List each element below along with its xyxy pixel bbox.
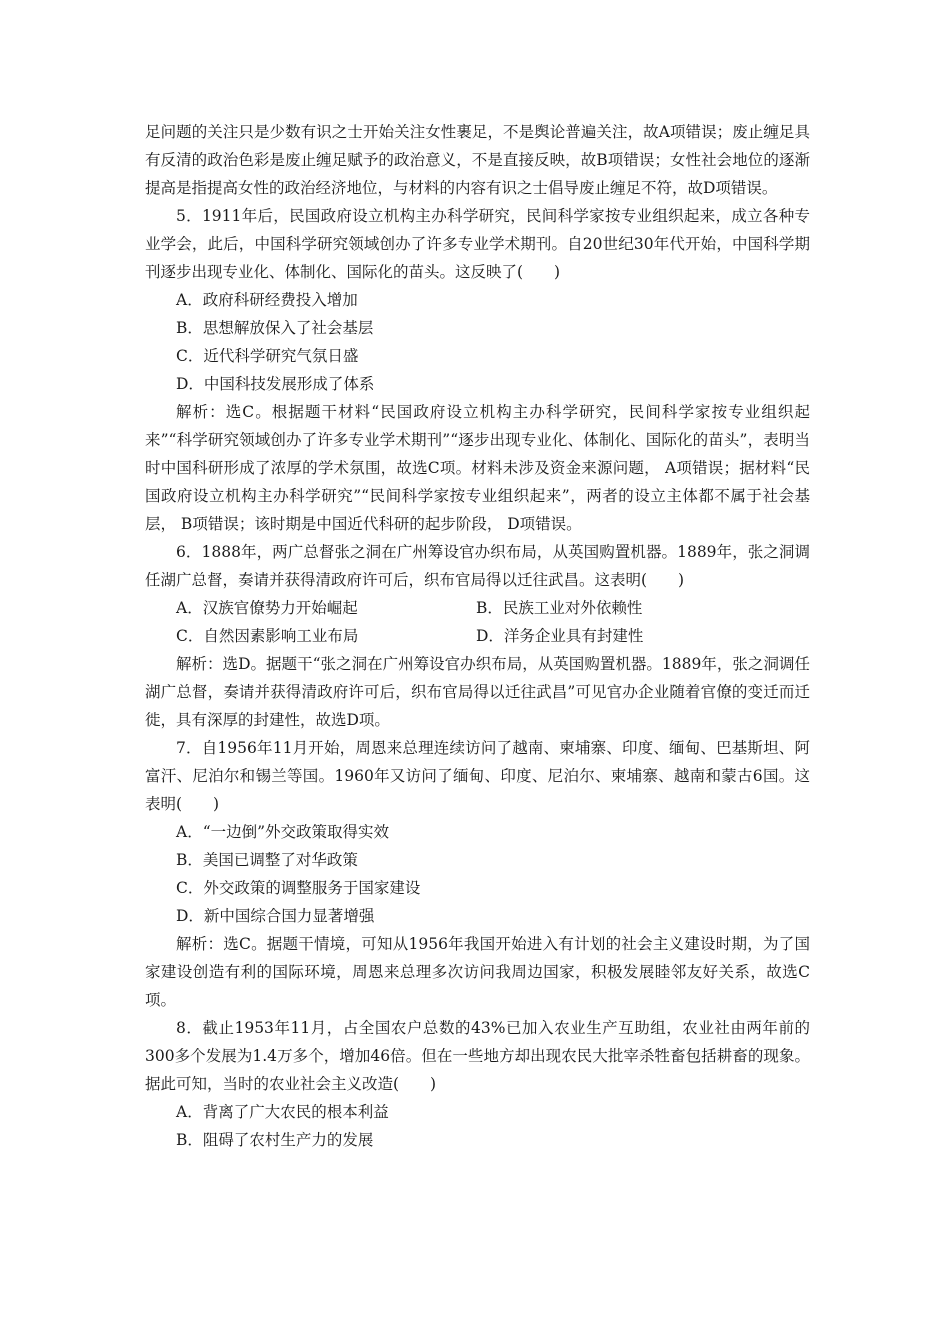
- question-6-options-row-2: [145, 622, 810, 650]
- question-6: [145, 538, 810, 734]
- question-6-option-d: D．洋务企业具有封建性: [476, 627, 644, 645]
- question-7-option-c: C．外交政策的调整服务于国家建设: [176, 879, 421, 897]
- question-7: [145, 734, 810, 1014]
- question-8-option-b: B．阻碍了农村生产力的发展: [176, 1131, 374, 1149]
- question-5-option-c: C．近代科学研究气氛日盛: [176, 347, 359, 365]
- question-6-option-b: B．民族工业对外依赖性: [476, 599, 643, 617]
- question-6-stem: 6．1888年，两广总督张之洞在广州筹设官办织布局，从英国购置机器。1889年，张之洞调任湖广总督，奏请并获得清政府许可后，织布官局得以迁往武昌。这表明( ): [145, 543, 810, 589]
- question-7-option-a: A．“一边倒”外交政策取得实效: [176, 823, 390, 841]
- document-body: [145, 118, 810, 1154]
- question-7-analysis: 解析：选C。据题干情境，可知从1956年我国开始进入有计划的社会主义建设时期，为了国家建设创造有利的国际环境，周恩来总理多次访问我周边国家，积极发展睦邻友好关系，故选C项。: [145, 935, 810, 1009]
- intro-analysis-paragraph: 足问题的关注只是少数有识之士开始关注女性裹足，不是舆论普遍关注，故A项错误；废止缠足具有反清的政治色彩是废止缠足赋予的政治意义，不是直接反映，故B项错误；女性社会地位的逐渐提高是指提高女性的政治经济地位，与材料的内容有识之士倡导废止缠足不符，故D项错误。: [145, 123, 810, 197]
- question-6-analysis: 解析：选D。据题干“张之洞在广州筹设官办织布局，从英国购置机器。1889年，张之洞调任湖广总督，奏请并获得清政府许可后，织布官局得以迁往武昌”可见官办企业随着官僚的变迁而迁徙，具有深厚的封建性，故选D项。: [145, 655, 810, 729]
- question-8-option-a: A．背离了广大农民的根本利益: [176, 1103, 389, 1121]
- question-8: [145, 1014, 810, 1154]
- question-8-stem: 8．截止1953年11月，占全国农户总数的43%已加入农业生产互助组，农业社由两年前的300多个发展为1.4万多个，增加46倍。但在一些地方却出现农民大批宰杀牲畜包括耕畜的现象。据此可知，当时的农业社会主义改造( ): [145, 1019, 810, 1093]
- question-5-analysis: 解析：选C。根据题干材料“民国政府设立机构主办科学研究，民间科学家按专业组织起来”“科学研究领域创办了许多专业学术期刊”“逐步出现专业化、体制化、国际化的苗头”，表明当时中国科研形成了浓厚的学术氛围，故选C项。材料未涉及资金来源问题， A项错误；据材料“民国政府设立机构主办科学研究”“民间科学家按专业组织起来”，两者的设立主体都不属于社会基层， B项错误；该时期是中国近代科研的起步阶段， D项错误。: [145, 403, 810, 533]
- question-7-option-d: D．新中国综合国力显著增强: [176, 907, 375, 925]
- question-5-stem: 5．1911年后，民国政府设立机构主办科学研究，民间科学家按专业组织起来，成立各种专业学会，此后，中国科学研究领域创办了许多专业学术期刊。自20世纪30年代开始，中国科学期刊逐步出现专业化、体制化、国际化的苗头。这反映了( ): [145, 207, 810, 281]
- question-5-option-a: A．政府科研经费投入增加: [176, 291, 358, 309]
- question-7-stem: 7．自1956年11月开始，周恩来总理连续访问了越南、柬埔寨、印度、缅甸、巴基斯坦、阿富汗、尼泊尔和锡兰等国。1960年又访问了缅甸、印度、尼泊尔、柬埔寨、越南和蒙古6国。这表明( ): [145, 739, 810, 813]
- question-6-option-c: C．自然因素影响工业布局: [176, 627, 359, 645]
- question-5-option-b: B．思想解放保入了社会基层: [176, 319, 374, 337]
- question-6-options-row-1: [145, 594, 810, 622]
- question-5-option-d: D．中国科技发展形成了体系: [176, 375, 375, 393]
- question-7-option-b: B．美国已调整了对华政策: [176, 851, 358, 869]
- question-5: [145, 202, 810, 538]
- question-6-option-a: A．汉族官僚势力开始崛起: [176, 599, 358, 617]
